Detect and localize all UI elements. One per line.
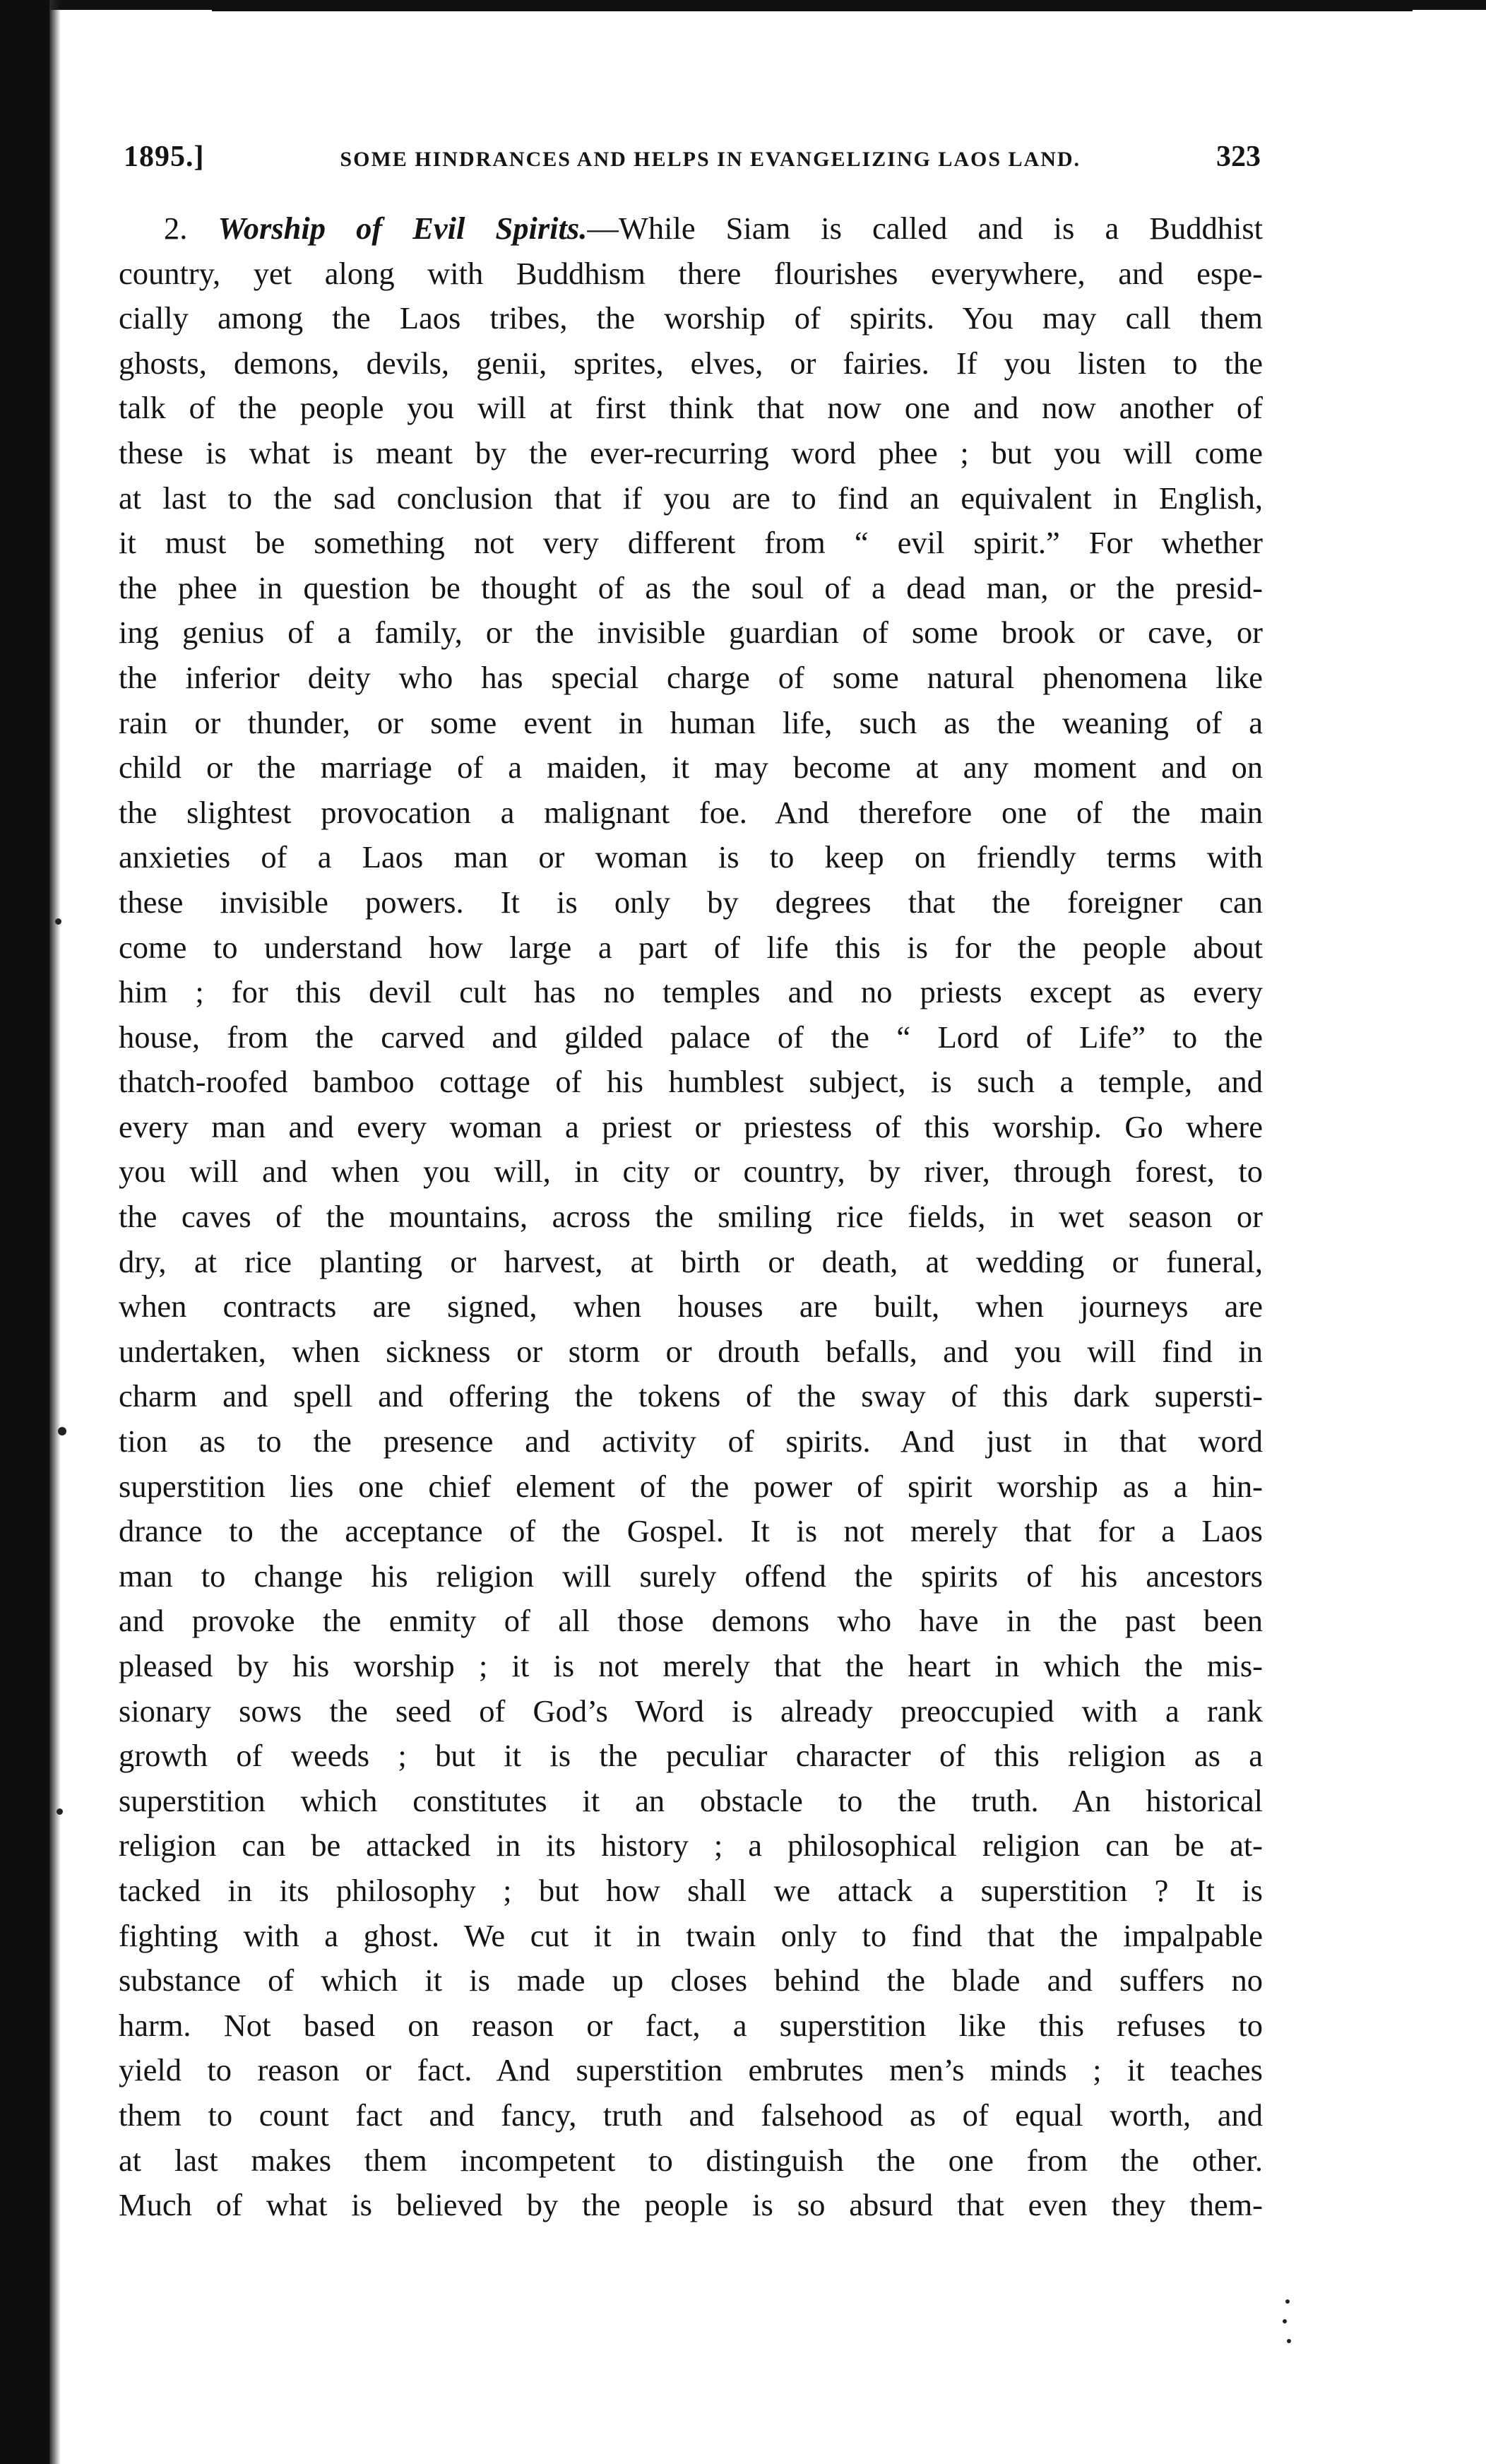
margin-speck xyxy=(1287,2339,1291,2343)
header-title: SOME HINDRANCES AND HELPS IN EVANGELIZING LAOS LAND. xyxy=(340,148,1081,171)
text-line: thatch-roofed bamboo cottage of his humblest subject, is such a temple, and xyxy=(119,1064,1263,1100)
margin-speck xyxy=(55,918,61,925)
text-line: Much of what is believed by the people is so absurd that even they them- xyxy=(119,2187,1263,2223)
text-line: religion can be attacked in its history ; a philosophical religion can be at- xyxy=(119,1828,1263,1864)
body-text xyxy=(119,206,1263,2228)
text-line: talk of the people you will at first think that now one and now another of xyxy=(119,390,1263,426)
margin-speck xyxy=(1285,2299,1290,2304)
text-line: and provoke the enmity of all those demons who have in the past been xyxy=(119,1603,1263,1639)
text-line: fighting with a ghost. We cut it in twain only to find that the impalpable xyxy=(119,1917,1263,1953)
text-line: harm. Not based on reason or fact, a superstition like this refuses to xyxy=(119,2007,1263,2043)
text-line: dry, at rice planting or harvest, at birth or death, at wedding or funeral, xyxy=(119,1243,1263,1279)
section-dash: — xyxy=(587,211,619,246)
text-line: these invisible powers. It is only by degrees that the foreigner can xyxy=(119,884,1263,920)
text-line: anxieties of a Laos man or woman is to keep on friendly terms with xyxy=(119,839,1263,875)
page-number: 323 xyxy=(1216,141,1261,173)
section-heading-line xyxy=(119,206,1263,251)
running-header xyxy=(124,140,1261,182)
margin-speck xyxy=(58,1427,66,1435)
text-line: these is what is meant by the ever-recurring word phee ; but you will come xyxy=(119,434,1263,470)
text-line: country, yet along with Buddhism there flourishes everywhere, and espe- xyxy=(119,255,1263,291)
text-line: child or the marriage of a maiden, it may become at any moment and on xyxy=(119,750,1263,786)
text-line: ghosts, demons, devils, genii, sprites, elves, or fairies. If you listen to the xyxy=(119,345,1263,381)
text-line: at last to the sad conclusion that if you are to find an equivalent in English, xyxy=(119,480,1263,516)
text-line: man to change his religion will surely offend the spirits of his ancestors xyxy=(119,1558,1263,1594)
text-line: when contracts are signed, when houses are built, when journeys are xyxy=(119,1289,1263,1325)
text-line: superstition lies one chief element of the power of spirit worship as a hin- xyxy=(119,1468,1263,1504)
text-line: every man and every woman a priest or priestess of this worship. Go where xyxy=(119,1108,1263,1144)
scan-edge-specks xyxy=(1285,2299,1290,2312)
section-title: Worship of Evil Spirits. xyxy=(218,211,588,246)
text-line: cially among the Laos tribes, the worship of spirits. You may call them xyxy=(119,300,1263,336)
text-line: growth of weeds ; but it is the peculiar character of this religion as a xyxy=(119,1738,1263,1774)
text-line: yield to reason or fact. And superstition embrutes men’s minds ; it teaches xyxy=(119,2052,1263,2088)
text-line: at last makes them incompetent to distinguish the one from the other. xyxy=(119,2142,1263,2178)
section-first-line-text: While Siam is called and is a Buddhist xyxy=(618,211,1264,246)
text-line: tion as to the presence and activity of spirits. And just in that word xyxy=(119,1423,1263,1459)
margin-speck xyxy=(57,1808,63,1815)
text-line: the phee in question be thought of as the soul of a dead man, or the presid- xyxy=(119,569,1263,605)
text-line: house, from the carved and gilded palace of the “ Lord of Life” to the xyxy=(119,1019,1263,1055)
text-line: you will and when you will, in city or country, by river, through forest, to xyxy=(119,1154,1263,1190)
text-line: it must be something not very different from “ evil spirit.” For whether xyxy=(119,525,1263,561)
scan-top-border-shadow xyxy=(212,7,1413,11)
scan-left-border-shadow xyxy=(49,0,61,2464)
text-line: rain or thunder, or some event in human life, such as the weaning of a xyxy=(119,704,1263,740)
text-line: substance of which it is made up closes behind the blade and suffers no xyxy=(119,1962,1263,1998)
text-line: him ; for this devil cult has no temples and no priests except as every xyxy=(119,974,1263,1010)
text-line: come to understand how large a part of life this is for the people about xyxy=(119,929,1263,965)
text-line: sionary sows the seed of God’s Word is already preoccupied with a rank xyxy=(119,1693,1263,1729)
text-line: them to count fact and fancy, truth and falsehood as of equal worth, and xyxy=(119,2097,1263,2133)
text-line: the caves of the mountains, across the smiling rice fields, in wet season or xyxy=(119,1199,1263,1235)
text-line: undertaken, when sickness or storm or drouth befalls, and you will find in xyxy=(119,1333,1263,1369)
header-year: 1895.] xyxy=(124,141,205,173)
text-line: charm and spell and offering the tokens of the sway of this dark supersti- xyxy=(119,1378,1263,1414)
text-line: tacked in its philosophy ; but how shall we attack a superstition ? It is xyxy=(119,1872,1263,1908)
text-line: drance to the acceptance of the Gospel. It is not merely that for a Laos xyxy=(119,1513,1263,1549)
text-line: ing genius of a family, or the invisible guardian of some brook or cave, or xyxy=(119,615,1263,651)
text-line: pleased by his worship ; it is not merely that the heart in which the mis- xyxy=(119,1648,1263,1683)
text-line: superstition which constitutes it an obstacle to the truth. An historical xyxy=(119,1782,1263,1818)
text-line: the inferior deity who has special charge of some natural phenomena like xyxy=(119,659,1263,695)
section-number: 2. xyxy=(164,211,188,246)
margin-speck xyxy=(1283,2319,1287,2323)
scan-left-border xyxy=(0,0,49,2464)
text-line: the slightest provocation a malignant foe. And therefore one of the main xyxy=(119,794,1263,830)
